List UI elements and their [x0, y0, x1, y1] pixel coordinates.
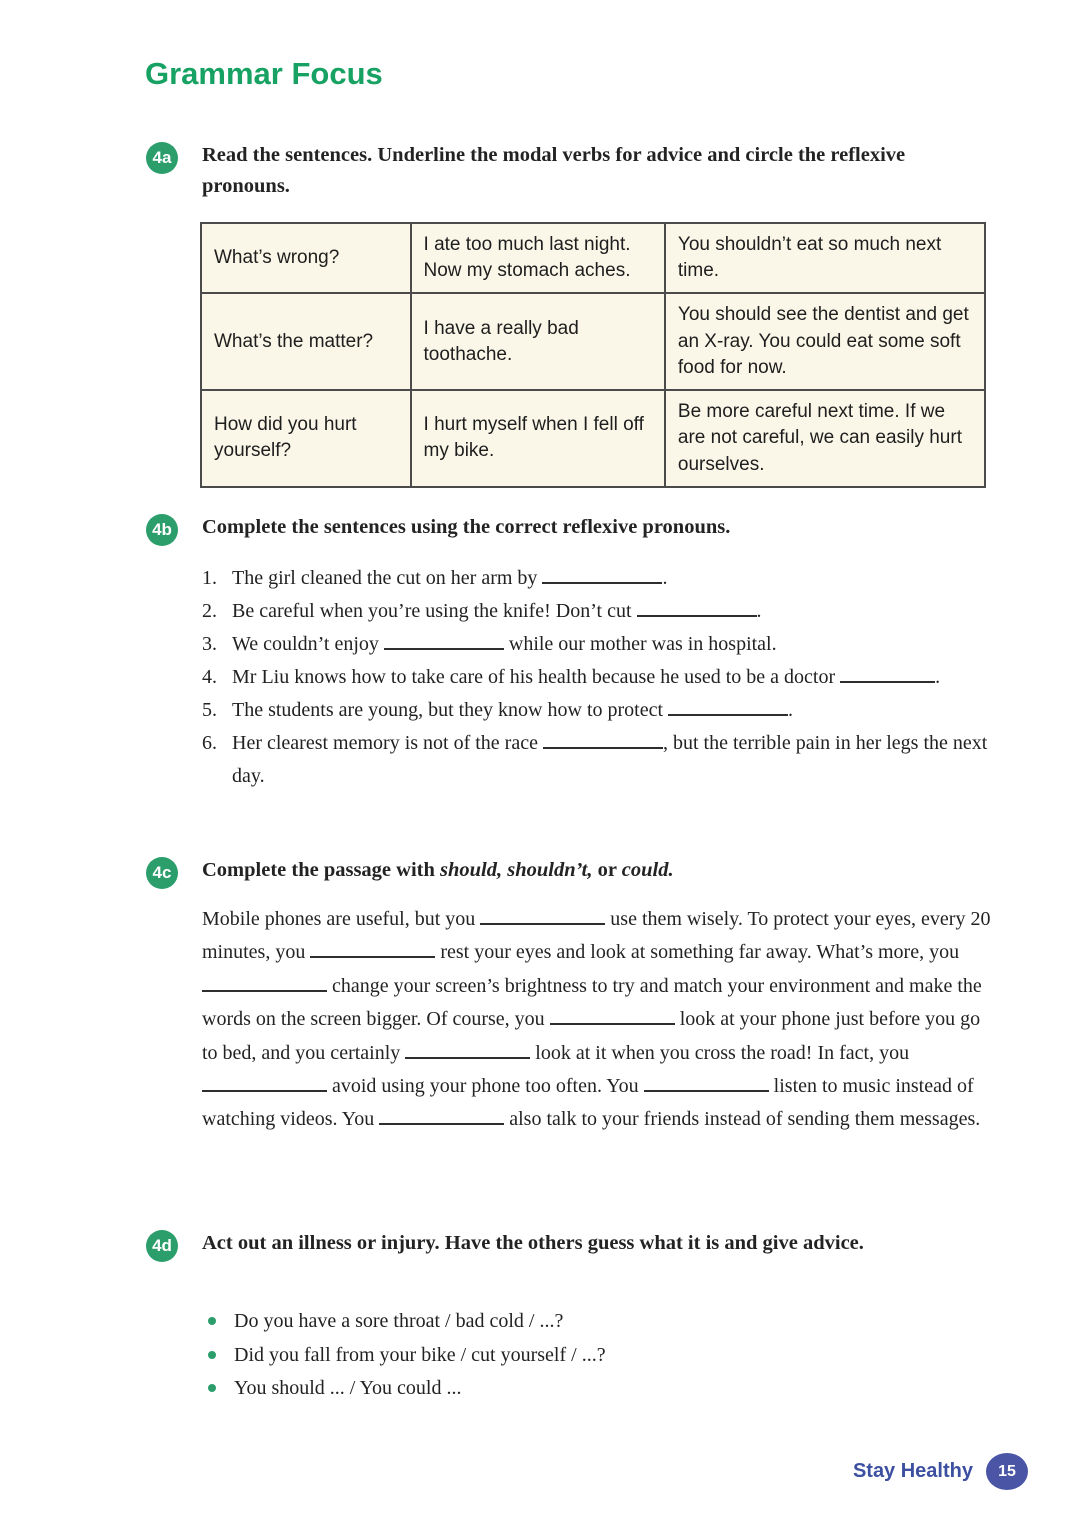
blank-line: [202, 1075, 327, 1092]
passage-text: Mobile phones are useful, but you: [202, 908, 481, 930]
passage-text: listen to music instead of watching videos. You: [202, 1075, 974, 1131]
table-cell-question: How did you hurt yourself?: [201, 390, 411, 487]
table-row: [201, 293, 985, 390]
list-item: [202, 595, 1002, 628]
bullet-text: Did you fall from your bike / cut yourself / ...?: [234, 1343, 606, 1366]
blank-line: [379, 1108, 504, 1125]
bullet-text: Do you have a sore throat / bad cold / ...?: [234, 1310, 564, 1332]
section-4c-badge: 4c: [146, 857, 178, 889]
blank-line: [550, 1008, 675, 1025]
table-cell-advice: Be more careful next time. If we are not careful, we can easily hurt ourselves.: [665, 390, 985, 487]
section-4d: [146, 1228, 927, 1262]
section-4d-badge: 4d: [146, 1230, 178, 1262]
list-item: [202, 562, 1002, 595]
blank-line: [543, 732, 663, 749]
bullet-icon: [208, 1384, 216, 1392]
instruction-text: Complete the passage with: [202, 859, 441, 881]
item-text-pre: Be careful when you’re using the knife! Don’t cut: [232, 600, 637, 622]
unit-title: Stay Healthy: [852, 1460, 973, 1482]
passage-text: look at your phone just before you go to bed, and you certainly: [202, 1008, 981, 1064]
section-4b-instruction: Complete the sentences using the correct reflexive pronouns.: [202, 516, 731, 538]
blank-line: [480, 908, 605, 925]
instruction-italic: could.: [621, 859, 674, 881]
bullet-icon: [208, 1351, 216, 1359]
bullet-item: [208, 1339, 988, 1373]
item-text-pre: Her clearest memory is not of the race: [232, 732, 543, 754]
section-4b: [146, 512, 942, 546]
cloze-passage: [202, 903, 997, 1137]
section-4b-badge: 4b: [146, 514, 178, 546]
instruction-italic: should, shouldn’t,: [440, 859, 593, 881]
item-number: 2.: [202, 600, 217, 622]
list-item: [202, 694, 1002, 727]
item-number: 3.: [202, 633, 217, 655]
item-number: 4.: [202, 666, 217, 688]
item-text: [232, 562, 1002, 595]
advice-table: [200, 222, 986, 488]
section-4c: [146, 855, 942, 889]
passage-text: change your screen’s brightness to try and match your environment and make the words on the screen bigger. Of course, you: [202, 974, 982, 1031]
page-title: Grammar Focus: [145, 56, 383, 91]
table-cell-question: What’s wrong?: [201, 223, 411, 293]
blank-line: [644, 1075, 769, 1092]
blank-line: [202, 975, 327, 992]
item-text-post: , but the terrible pain in her legs the next day.: [232, 732, 988, 787]
item-text-pre: The girl cleaned the cut on her arm by: [232, 567, 543, 589]
table-cell-question: What’s the matter?: [201, 293, 411, 390]
table-row: [201, 390, 985, 487]
page-number-badge: 15: [986, 1453, 1028, 1490]
prompt-list: [208, 1305, 988, 1406]
passage-text: also talk to your friends instead of sending them messages.: [504, 1108, 981, 1131]
item-text: [232, 628, 1002, 661]
list-item: [202, 727, 1002, 793]
section-4c-instruction: [202, 855, 942, 886]
table-cell-advice: You shouldn’t eat so much next time.: [665, 223, 985, 293]
item-text-post: .: [662, 567, 668, 589]
item-number: 6.: [202, 732, 217, 754]
item-text-pre: Mr Liu knows how to take care of his health because he used to be a doctor: [232, 666, 841, 688]
table-row: [201, 223, 985, 293]
blank-line: [405, 1042, 530, 1059]
table-cell-advice: You should see the dentist and get an X-ray. You could eat some soft food for now.: [665, 293, 985, 390]
item-text: [232, 661, 1002, 694]
item-text: [232, 595, 1002, 628]
section-4a-badge: 4a: [146, 142, 178, 174]
passage-text: rest your eyes and look at something far away. What’s more, you: [435, 941, 960, 964]
bullet-item: [208, 1372, 988, 1406]
passage-text: avoid using your phone too often. You: [327, 1075, 644, 1098]
passage-text: use them wisely. To protect your eyes, every 20 minutes, you: [202, 908, 991, 964]
blank-line: [542, 567, 662, 584]
blank-line: [310, 941, 435, 958]
table-cell-problem: I have a really bad toothache.: [411, 293, 665, 390]
list-item: [202, 628, 1002, 661]
item-text-pre: The students are young, but they know how to protect: [232, 699, 669, 721]
sentence-list: [202, 562, 1002, 793]
item-text: [232, 727, 1002, 793]
blank-line: [668, 699, 788, 716]
bullet-text: You should ... / You could ...: [234, 1377, 462, 1399]
item-text-post: .: [788, 699, 794, 721]
bullet-item: [208, 1305, 988, 1339]
item-number: 1.: [202, 567, 217, 589]
item-text-pre: We couldn’t enjoy: [232, 633, 384, 655]
section-4d-instruction: Act out an illness or injury. Have the others guess what it is and give advice.: [202, 1232, 864, 1254]
item-text-post: .: [935, 666, 941, 688]
instruction-text: or: [592, 859, 622, 881]
passage-text: look at it when you cross the road! In fact, you: [530, 1041, 910, 1064]
item-text-post: .: [756, 600, 762, 622]
table-cell-problem: I hurt myself when I fell off my bike.: [411, 390, 665, 487]
blank-line: [637, 600, 757, 617]
page-footer: [853, 1453, 1028, 1490]
section-4a: [146, 140, 927, 202]
table-cell-problem: I ate too much last night. Now my stomach aches.: [411, 223, 665, 293]
blank-line: [384, 633, 504, 650]
item-text-post: while our mother was in hospital.: [503, 633, 777, 655]
item-text: [232, 694, 1002, 727]
blank-line: [840, 666, 935, 683]
section-4a-instruction: Read the sentences. Underline the modal verbs for advice and circle the reflexive pronouns.: [202, 144, 906, 198]
bullet-icon: [208, 1317, 216, 1325]
list-item: [202, 661, 1002, 694]
item-number: 5.: [202, 699, 217, 721]
